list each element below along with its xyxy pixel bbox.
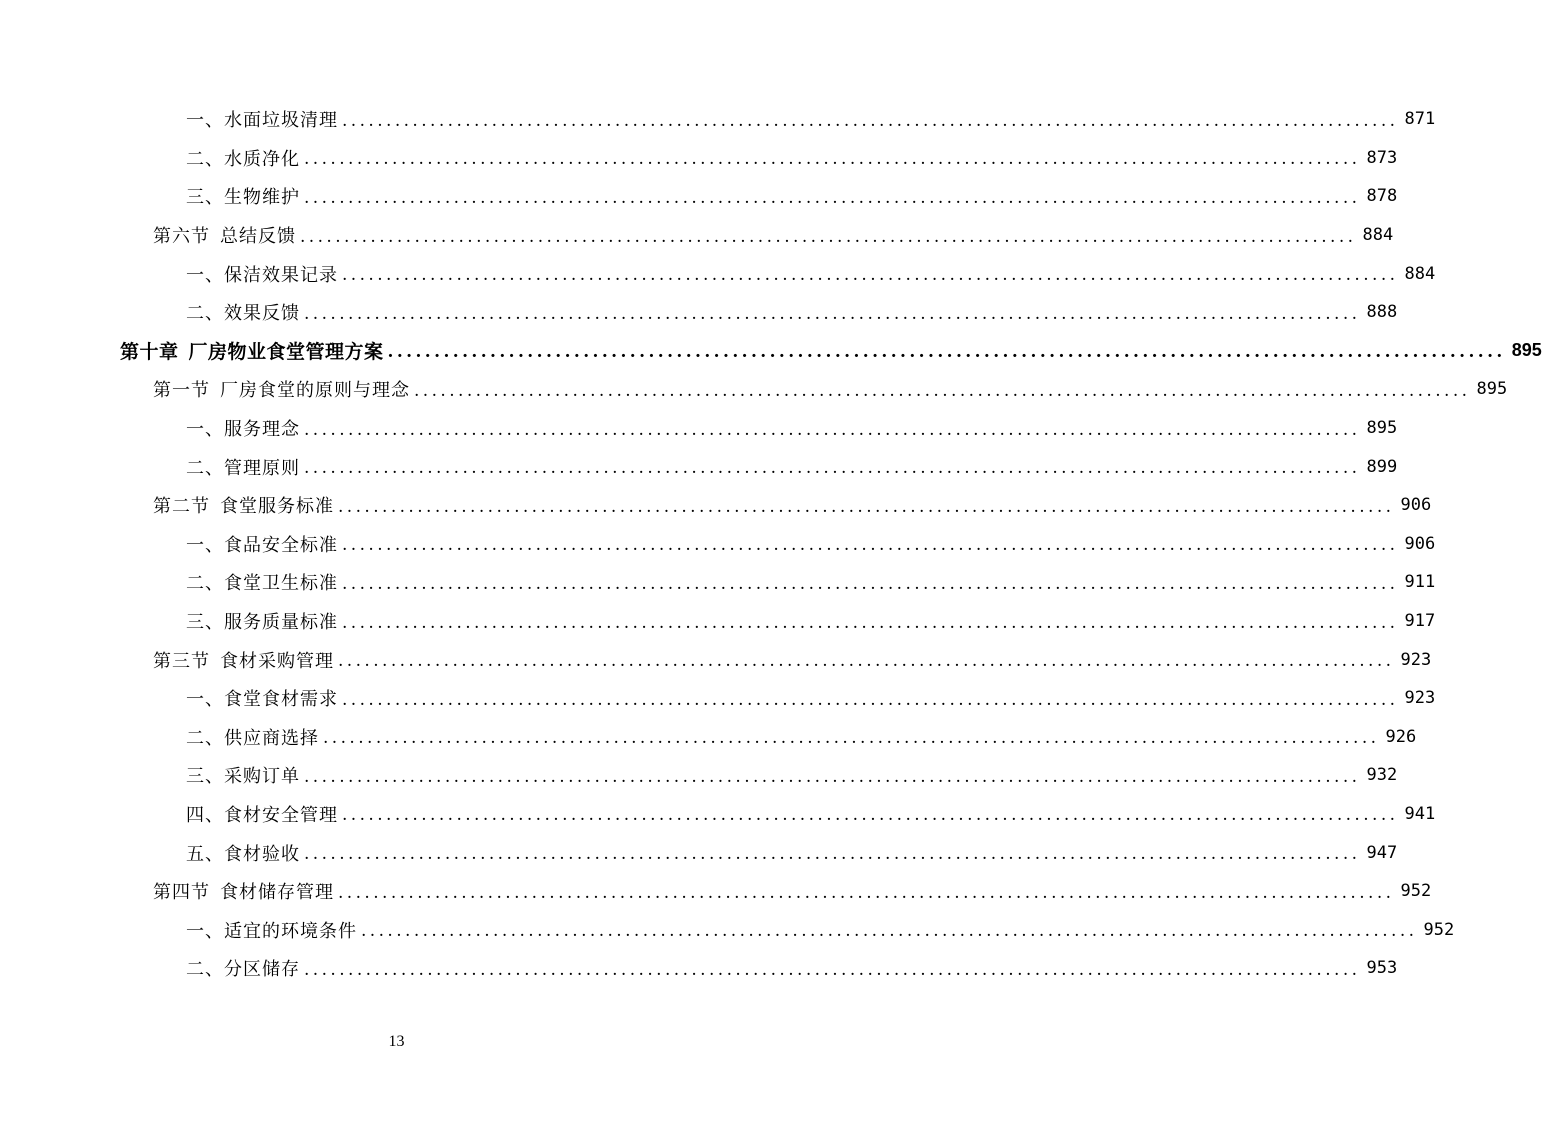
toc-entry-title <box>186 261 338 287</box>
toc-entry-page: 932 <box>1366 765 1398 786</box>
toc-entry-text: 保洁效果记录 <box>224 264 338 286</box>
toc-entry-page: 888 <box>1366 302 1398 323</box>
toc-section-entry[interactable] <box>0 216 1394 255</box>
toc-subsection-entry[interactable] <box>0 525 1436 564</box>
toc-leader-dots: ........................................................................................................................ <box>304 458 1361 479</box>
toc-entry-page: 941 <box>1404 803 1436 824</box>
toc-entry-line <box>186 917 1455 943</box>
toc-entry-page: 899 <box>1366 456 1398 477</box>
toc-leader-dots: ........................................................................................................................ <box>338 496 1395 517</box>
toc-entry-title <box>186 801 338 827</box>
toc-entry-page: 923 <box>1400 649 1432 670</box>
toc-entry-page: 906 <box>1404 533 1436 554</box>
toc-entry-title <box>186 608 338 634</box>
toc-entry-title <box>186 685 338 711</box>
toc-entry-line <box>186 299 1398 325</box>
toc-entry-title <box>186 415 300 441</box>
toc-section-entry[interactable] <box>0 872 1432 911</box>
toc-entry-text: 食材安全管理 <box>224 804 338 826</box>
toc-entry-line <box>186 415 1398 441</box>
toc-entry-number: 一、 <box>186 264 224 286</box>
toc-subsection-entry[interactable] <box>0 910 1455 949</box>
toc-entry-page: 947 <box>1366 842 1398 863</box>
toc-entry-page: 878 <box>1366 186 1398 207</box>
toc-entry-line <box>120 337 1542 364</box>
toc-subsection-entry[interactable] <box>0 795 1436 834</box>
page-number: 13 <box>388 1033 405 1050</box>
toc-entry-text: 分区储存 <box>224 959 300 981</box>
toc-leader-dots: ........................................................................................................................ <box>342 689 1399 710</box>
toc-entry-number: 二、 <box>186 727 224 749</box>
toc-leader-dots: ........................................................................................................................ <box>304 419 1361 440</box>
toc-entry-page: 952 <box>1400 881 1432 902</box>
toc-entry-text: 水面垃圾清理 <box>224 110 338 132</box>
toc-entry-number: 第十章 <box>120 341 179 364</box>
toc-entry-title <box>186 917 357 943</box>
toc-leader-dots: ........................................................................................................................ <box>342 535 1399 556</box>
toc-entry-line <box>186 608 1436 634</box>
toc-subsection-entry[interactable] <box>0 254 1436 293</box>
toc-subsection-entry[interactable] <box>0 139 1398 178</box>
toc-entry-line <box>153 878 1432 904</box>
toc-entry-text: 食材验收 <box>224 843 300 865</box>
toc-entry-page: 895 <box>1366 418 1398 439</box>
toc-subsection-entry[interactable] <box>0 563 1436 602</box>
toc-entry-text: 食堂服务标准 <box>220 496 334 518</box>
toc-entry-line <box>186 531 1436 557</box>
toc-subsection-entry[interactable] <box>0 756 1398 795</box>
toc-entry-title <box>186 299 300 325</box>
toc-subsection-entry[interactable] <box>0 293 1398 332</box>
toc-entry-title <box>186 106 338 132</box>
toc-leader-dots: ........................................................................................................................ <box>300 226 1357 247</box>
toc-entry-number: 第三节 <box>153 650 210 672</box>
toc-subsection-entry[interactable] <box>0 602 1436 641</box>
toc-entry-number: 二、 <box>186 959 224 981</box>
toc-entry-line <box>186 145 1398 171</box>
toc-leader-dots: ........................................................................................................................ <box>342 573 1399 594</box>
toc-section-entry[interactable] <box>0 640 1432 679</box>
toc-entry-text: 水质净化 <box>224 148 300 170</box>
toc-entry-page: 926 <box>1385 726 1417 747</box>
toc-entry-title <box>153 492 334 518</box>
toc-entry-page: 871 <box>1404 109 1436 130</box>
toc-entry-page: 911 <box>1404 572 1436 593</box>
toc-leader-dots: ........................................................................................................................ <box>342 265 1399 286</box>
toc-entry-page: 873 <box>1366 147 1398 168</box>
toc-entry-page: 953 <box>1366 958 1398 979</box>
toc-entry-title <box>153 376 410 402</box>
toc-leader-dots: ........................................................................................................................ <box>304 149 1361 170</box>
toc-entry-page: 884 <box>1404 263 1436 284</box>
toc-entry-text: 厂房物业食堂管理方案 <box>188 341 384 364</box>
toc-subsection-entry[interactable] <box>0 949 1398 988</box>
toc-leader-dots: ........................................................................................................................ <box>304 766 1361 787</box>
toc-entry-title <box>120 337 384 364</box>
toc-leader-dots: ........................................................................................................................ <box>304 844 1361 865</box>
toc-entry-number: 一、 <box>186 689 224 711</box>
toc-entry-number: 二、 <box>186 457 224 479</box>
toc-entry-title <box>186 183 300 209</box>
toc-entry-number: 三、 <box>186 187 224 209</box>
toc-entry-line <box>186 801 1436 827</box>
toc-entry-text: 食材采购管理 <box>220 650 334 672</box>
toc-section-entry[interactable] <box>0 370 1508 409</box>
toc-subsection-entry[interactable] <box>0 679 1436 718</box>
toc-entry-title <box>153 222 296 248</box>
toc-entry-number: 三、 <box>186 612 224 634</box>
toc-section-entry[interactable] <box>0 486 1432 525</box>
toc-entry-text: 食堂食材需求 <box>224 689 338 711</box>
toc-subsection-entry[interactable] <box>0 833 1398 872</box>
toc-entry-line <box>186 955 1398 981</box>
toc-chapter-entry[interactable] <box>0 332 1542 371</box>
toc-leader-dots: ........................................................................................................................ <box>304 303 1361 324</box>
toc-entry-page: 923 <box>1404 688 1436 709</box>
toc-entry-page: 917 <box>1404 611 1436 632</box>
toc-entry-title <box>186 531 338 557</box>
toc-entry-number: 第四节 <box>153 882 210 904</box>
toc-entry-text: 供应商选择 <box>224 727 319 749</box>
toc-entry-line <box>186 840 1398 866</box>
toc-entry-title <box>186 724 319 750</box>
toc-entry-text: 管理原则 <box>224 457 300 479</box>
toc-leader-dots: ........................................................................................................................ <box>342 612 1399 633</box>
toc-entry-page: 884 <box>1362 225 1394 246</box>
toc-subsection-entry[interactable] <box>0 177 1398 216</box>
toc-entry-line <box>186 183 1398 209</box>
toc-entry-page: 952 <box>1423 919 1455 940</box>
toc-leader-dots: ........................................................................................................................ <box>342 110 1399 131</box>
toc-subsection-entry[interactable] <box>0 718 1417 757</box>
toc-entry-number: 二、 <box>186 573 224 595</box>
toc-entry-text: 厂房食堂的原则与理念 <box>220 380 410 402</box>
toc-entry-page: 895 <box>1476 379 1508 400</box>
toc-entry-title <box>186 569 338 595</box>
toc-entry-text: 生物维护 <box>224 187 300 209</box>
toc-leader-dots: ........................................................................................................................ <box>414 380 1471 401</box>
toc-leader-dots: ........................................................................................................................ <box>361 921 1418 942</box>
toc-entry-line <box>153 647 1432 673</box>
toc-entry-text: 采购订单 <box>224 766 300 788</box>
toc-entry-title <box>186 840 300 866</box>
toc-entry-number: 第六节 <box>153 226 210 248</box>
toc-entry-title <box>186 145 300 171</box>
toc-entry-line <box>153 222 1394 248</box>
toc-entry-line <box>186 261 1436 287</box>
toc-entry-line <box>186 762 1398 788</box>
toc-entry-text: 适宜的环境条件 <box>224 920 357 942</box>
toc-entry-page: 895 <box>1511 340 1542 361</box>
toc-entry-line <box>186 454 1398 480</box>
toc-entry-text: 服务理念 <box>224 419 300 441</box>
toc-entry-title <box>186 955 300 981</box>
toc-entry-line <box>186 569 1436 595</box>
toc-entry-number: 五、 <box>186 843 224 865</box>
toc-entry-text: 食堂卫生标准 <box>224 573 338 595</box>
toc-entry-number: 一、 <box>186 110 224 132</box>
toc-entry-line <box>153 376 1508 402</box>
toc-entry-text: 总结反馈 <box>220 226 296 248</box>
toc-entry-text: 服务质量标准 <box>224 612 338 634</box>
toc-leader-dots: ........................................................................................................................ <box>304 959 1361 980</box>
toc-entry-number: 二、 <box>186 303 224 325</box>
toc-entry-text: 食品安全标准 <box>224 534 338 556</box>
toc-entry-number: 第一节 <box>153 380 210 402</box>
toc-leader-dots: ........................................................................................................................ <box>304 187 1361 208</box>
toc-entry-title <box>153 878 334 904</box>
toc-entry-number: 一、 <box>186 534 224 556</box>
toc-leader-dots: ........................................................................................................................ <box>342 805 1399 826</box>
toc-entry-title <box>186 762 300 788</box>
toc-entry-number: 二、 <box>186 148 224 170</box>
table-of-contents <box>0 100 1542 988</box>
toc-leader-dots: ........................................................................................................................ <box>323 728 1380 749</box>
toc-entry-number: 三、 <box>186 766 224 788</box>
toc-entry-number: 一、 <box>186 419 224 441</box>
toc-leader-dots: ........................................................................................................................ <box>387 342 1506 363</box>
toc-entry-text: 食材储存管理 <box>220 882 334 904</box>
toc-entry-page: 906 <box>1400 495 1432 516</box>
toc-entry-number: 第二节 <box>153 496 210 518</box>
toc-entry-line <box>186 685 1436 711</box>
toc-entry-line <box>186 106 1436 132</box>
toc-entry-number: 一、 <box>186 920 224 942</box>
toc-leader-dots: ........................................................................................................................ <box>338 651 1395 672</box>
toc-subsection-entry[interactable] <box>0 409 1398 448</box>
toc-entry-title <box>186 454 300 480</box>
toc-subsection-entry[interactable] <box>0 447 1398 486</box>
toc-entry-text: 效果反馈 <box>224 303 300 325</box>
toc-entry-number: 四、 <box>186 804 224 826</box>
toc-entry-title <box>153 647 334 673</box>
toc-entry-line <box>153 492 1432 518</box>
toc-subsection-entry[interactable] <box>0 100 1436 139</box>
toc-leader-dots: ........................................................................................................................ <box>338 882 1395 903</box>
toc-entry-line <box>186 724 1417 750</box>
